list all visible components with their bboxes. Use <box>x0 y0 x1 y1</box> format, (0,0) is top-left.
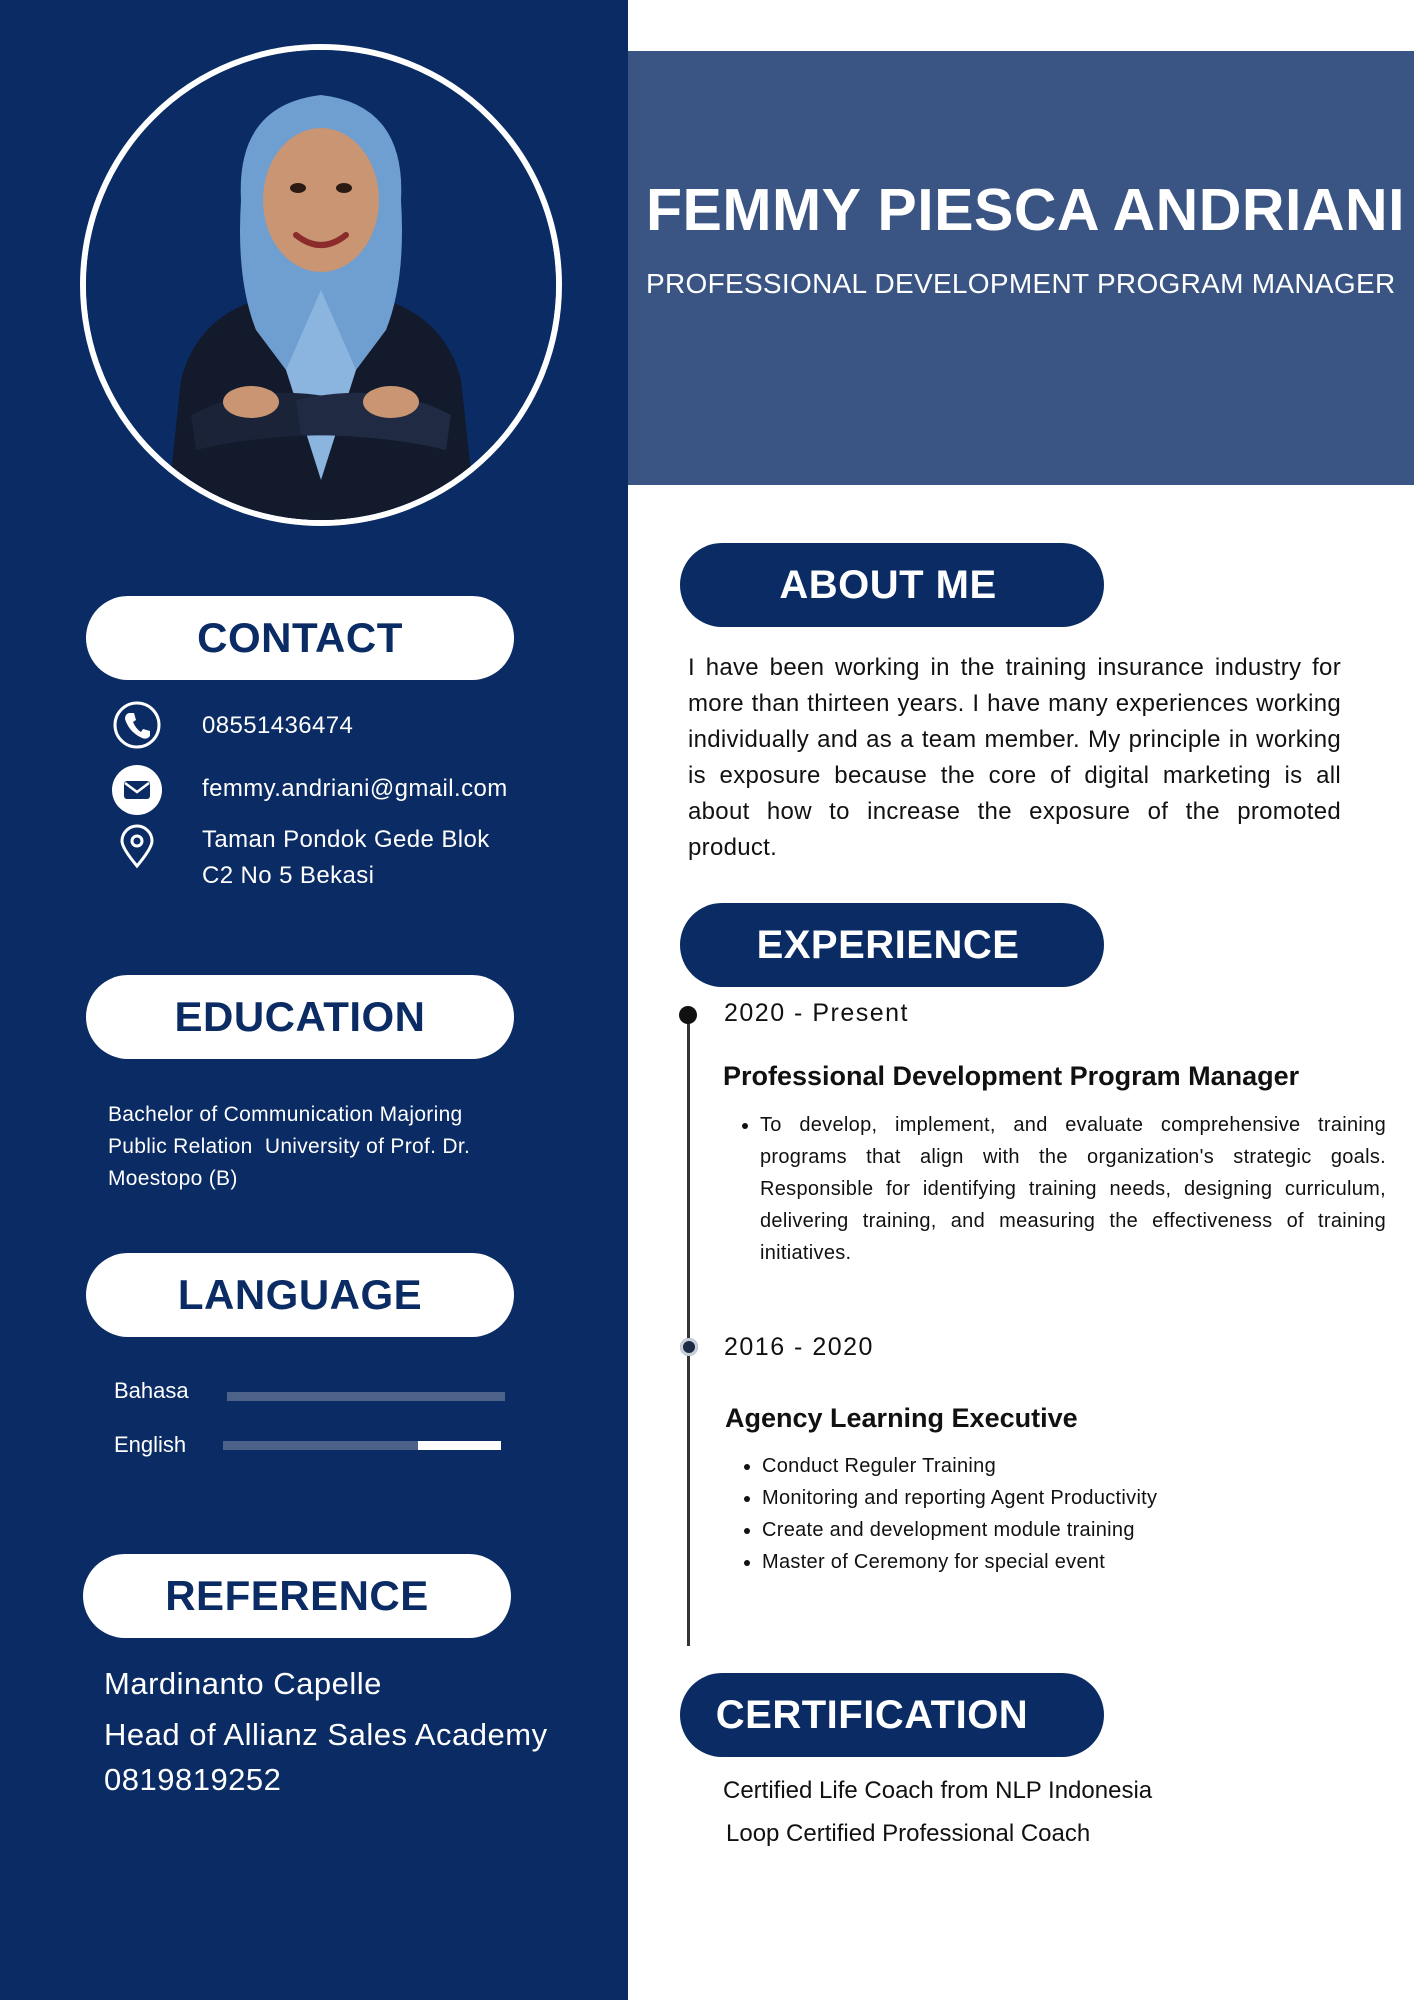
contact-heading: CONTACT <box>86 596 514 680</box>
job-role: PROFESSIONAL DEVELOPMENT PROGRAM MANAGER <box>646 268 1396 299</box>
timeline-line <box>687 1012 690 1646</box>
contact-phone: 08551436474 <box>202 712 354 739</box>
reference-phone: 0819819252 <box>104 1762 282 1797</box>
location-pin-icon <box>112 822 170 872</box>
experience-bullets <box>724 1450 1322 1578</box>
experience-title: Agency Learning Executive <box>725 1403 1078 1433</box>
contact-address <box>202 822 490 894</box>
about-heading-text: ABOUT ME <box>779 562 997 607</box>
education-line-1: Bachelor of Communication Majoring <box>108 1103 463 1126</box>
about-text: I have been working in the training insurance industry for more than thirteen years. I have many experiences working individually and as a team member. My principle in working is exposure because the core of digital marketing is all about how to increase the exposure of the promoted product. <box>688 654 1341 861</box>
contact-email: femmy.andriani@gmail.com <box>202 775 508 802</box>
language-bar-bahasa <box>227 1392 505 1401</box>
language-bar-english-highlight <box>418 1441 501 1450</box>
certification-item: Certified Life Coach from NLP Indonesia <box>723 1777 1153 1804</box>
experience-title: Professional Development Program Manager <box>723 1061 1300 1091</box>
experience-bullet: • Create and development module training <box>762 1514 1322 1546</box>
experience-bullet: • Conduct Reguler Training <box>762 1450 1322 1482</box>
experience-bullet: • Master of Ceremony for special event <box>762 1546 1322 1578</box>
education-heading: EDUCATION <box>86 975 514 1059</box>
phone-icon <box>112 700 170 750</box>
experience-bullet: • To develop, implement, and evaluate comprehensive training programs that align with the organization's strategic goals. Responsible for identifying training needs, designing curriculum, delivering training, and measuring the effectiveness of training initiatives. <box>760 1109 1386 1269</box>
experience-bullets <box>722 1109 1386 1269</box>
contact-phone-row <box>112 700 353 750</box>
certification-item: Loop Certified Professional Coach <box>726 1820 1091 1847</box>
experience-heading-text: EXPERIENCE <box>756 922 1020 967</box>
email-icon <box>112 765 170 815</box>
language-name-bahasa: Bahasa <box>114 1378 189 1403</box>
reference-details <box>104 1658 548 1805</box>
experience-period: 2020 - Present <box>724 999 909 1027</box>
certification-heading-text: CERTIFICATION <box>715 1692 1029 1737</box>
about-heading <box>680 543 1104 627</box>
timeline-dot <box>679 1006 697 1024</box>
address-line-2: C2 No 5 Bekasi <box>202 862 375 889</box>
profile-photo <box>80 44 562 526</box>
reference-heading: REFERENCE <box>83 1554 511 1638</box>
experience-bullet: • Monitoring and reporting Agent Productivity <box>762 1482 1322 1514</box>
education-line-3: Moestopo (B) <box>108 1167 238 1190</box>
reference-name: Mardinanto Capelle <box>104 1666 382 1701</box>
experience-period: 2016 - 2020 <box>724 1333 874 1361</box>
reference-title: Head of Allianz Sales Academy <box>104 1717 548 1752</box>
contact-address-row <box>112 822 490 894</box>
certification-heading <box>680 1673 1104 1757</box>
language-heading: LANGUAGE <box>86 1253 514 1337</box>
contact-email-row <box>112 765 508 815</box>
experience-heading <box>680 903 1104 987</box>
language-name-english: English <box>114 1432 187 1457</box>
full-name: FEMMY PIESCA ANDRIANI <box>646 177 1405 243</box>
address-line-1: Taman Pondok Gede Blok <box>202 826 490 853</box>
education-line-2: Public Relation University of Prof. Dr. <box>108 1135 471 1158</box>
timeline-dot <box>680 1338 698 1356</box>
education-details <box>108 1099 470 1195</box>
